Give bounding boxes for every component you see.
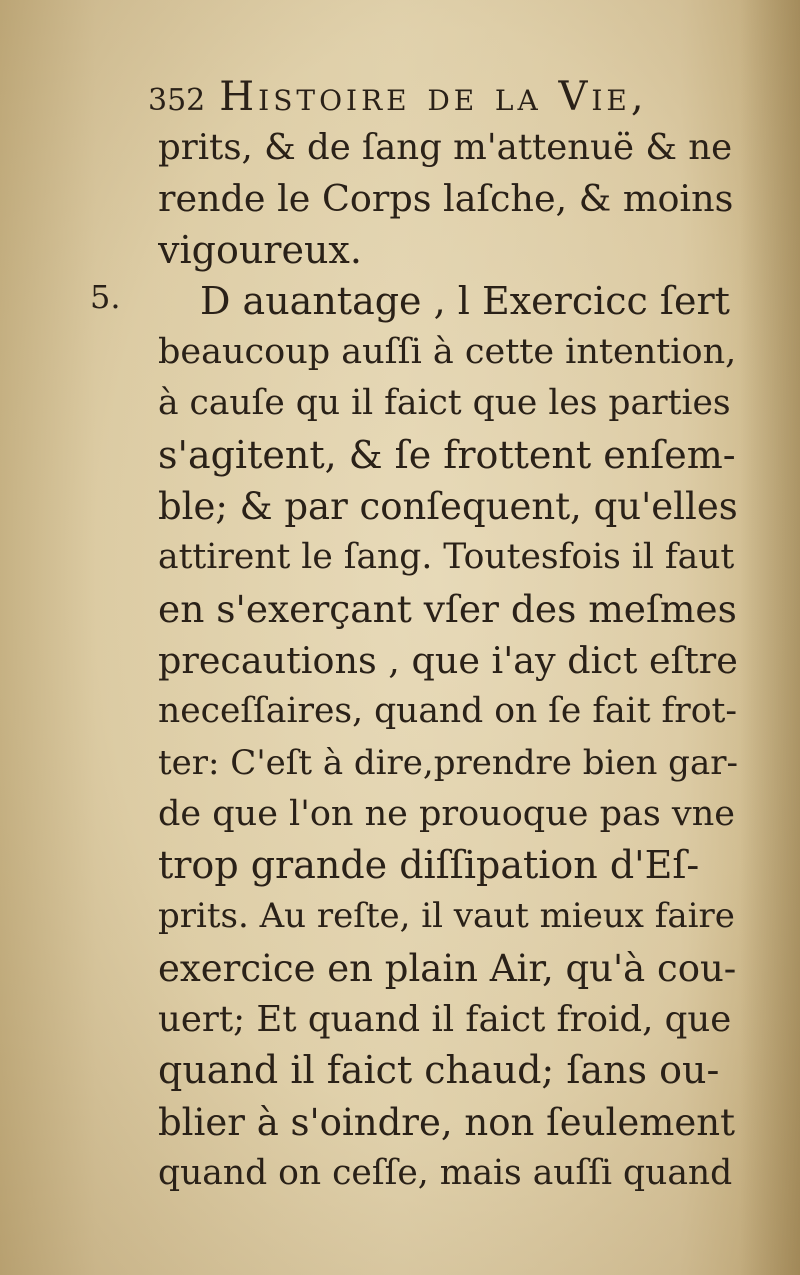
text-line: prits. Au reſte, il vaut mieux faire: [158, 896, 735, 937]
text-line: neceſſaires, quand on ſe fait frot-: [158, 691, 738, 732]
paragraph-number: 5.: [90, 278, 121, 316]
text-line: uert; Et quand il faict froid, que: [158, 999, 732, 1041]
text-line: beaucoup auſſi à cette intention,: [158, 332, 737, 373]
text-line: en s'exerçant vſer des meſmes: [158, 586, 737, 631]
running-header: [148, 72, 713, 122]
text-line: prits, & de ſang m'attenuë & ne: [158, 127, 733, 168]
text-line: D auantage , l Exercicc ſert: [200, 278, 730, 323]
text-line: à cauſe qu il faict que les parties: [158, 383, 731, 424]
text-line: ble; & par conſequent, qu'elles: [158, 485, 738, 529]
text-line: attirent le ſang. Toutesfois il faut: [158, 537, 735, 578]
text-line: vigoureux.: [158, 227, 362, 272]
text-line: de que l'on ne prouoque pas vne: [158, 793, 735, 834]
text-line: blier à s'oindre, non ſeulement: [158, 1100, 735, 1144]
text-line: precautions , que i'ay dict eſtre: [158, 638, 738, 682]
text-line: ter: C'eſt à dire,prendre bien gar-: [158, 742, 738, 783]
text-line: quand il faict chaud; ſans ou-: [158, 1048, 720, 1093]
body-text: [158, 122, 738, 1199]
page-number: 352: [148, 83, 206, 118]
text-line: exercice en plain Air, qu'à cou-: [158, 946, 737, 990]
text-line: trop grande diſſipation d'Eſ-: [158, 843, 700, 888]
text-line: quand on ceſſe, mais auſſi quand: [158, 1152, 733, 1193]
text-line: rende le Corps laſche, & moins: [158, 177, 734, 221]
running-title: Histoire de la Vie,: [219, 74, 648, 120]
text-line: s'agitent, & ſe frottent enſem-: [158, 432, 736, 477]
